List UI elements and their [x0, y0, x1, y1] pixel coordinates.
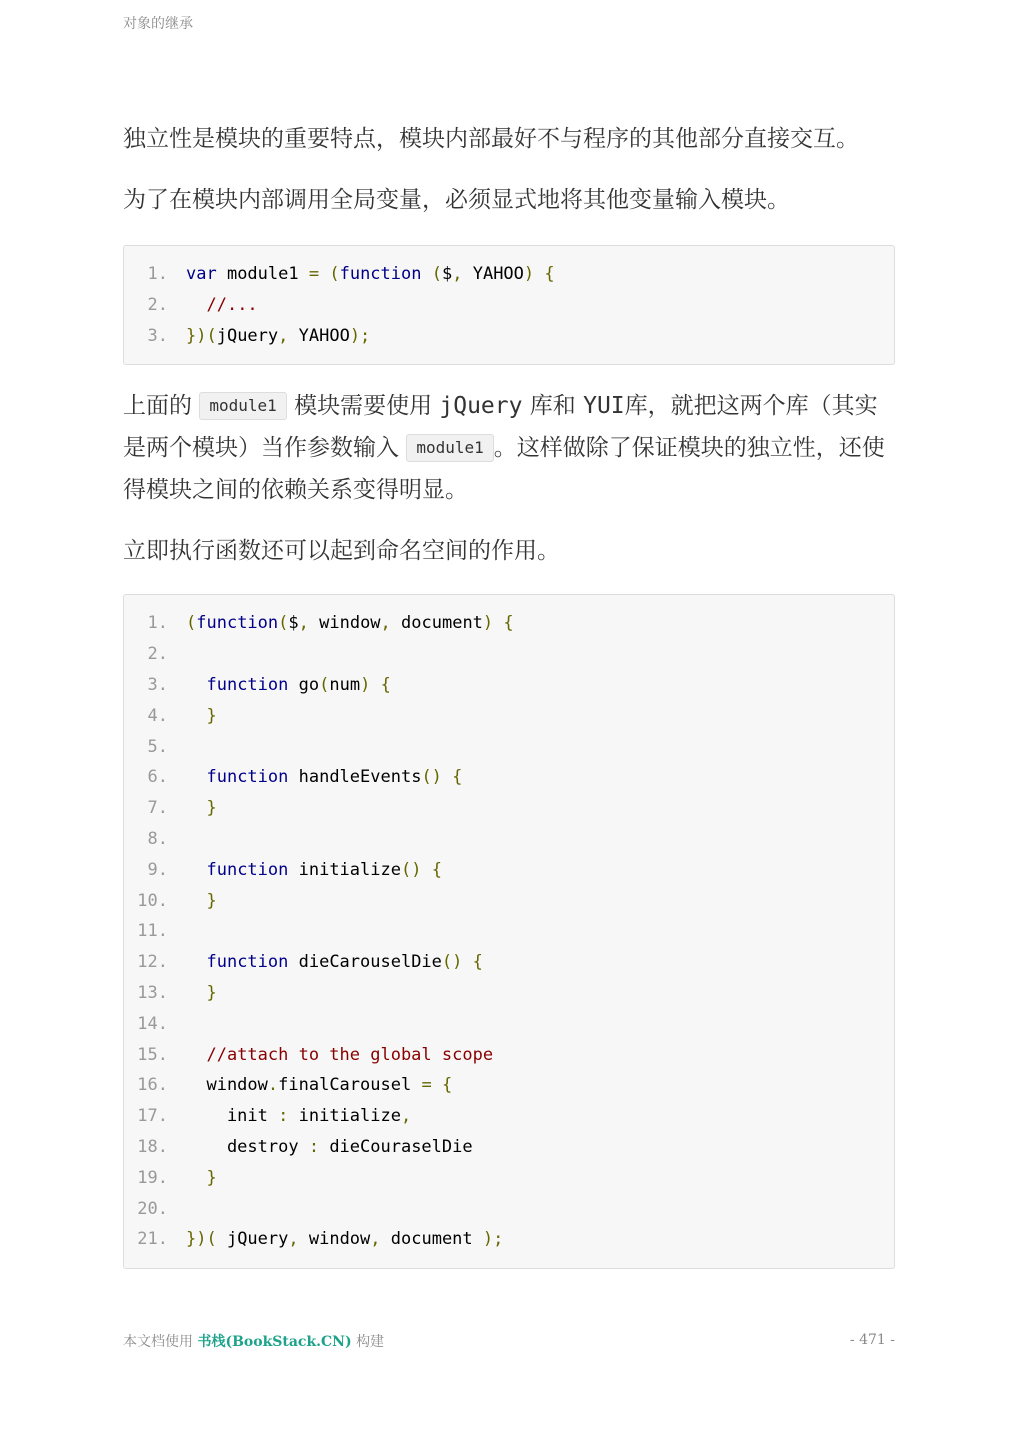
code-token	[462, 952, 472, 972]
code-token: module1	[216, 264, 309, 284]
code-token: {	[503, 613, 514, 634]
code-line	[124, 321, 894, 352]
code-token: )	[482, 613, 494, 634]
code-token: =	[421, 1075, 432, 1096]
code-token	[421, 264, 431, 284]
footer-credit	[123, 1331, 384, 1351]
code-token: dieCarouselDie	[288, 952, 442, 973]
paragraph-text: 库，就把这两个库（其实是两个模块）当作参数输入	[123, 393, 878, 462]
inline-term-yui: YUI	[583, 393, 625, 420]
paragraph-text: 模块需要使用	[294, 393, 433, 420]
code-block-module1	[123, 245, 895, 365]
code-token: })(	[186, 325, 217, 346]
code-token	[421, 860, 431, 880]
line-number: 1.	[147, 613, 168, 634]
code-token	[186, 952, 206, 972]
code-token: function	[339, 264, 422, 284]
code-line	[124, 670, 894, 701]
line-number: 11.	[137, 921, 168, 942]
code-line	[124, 608, 894, 639]
code-token: function	[206, 767, 289, 788]
code-token: num	[329, 674, 361, 695]
line-number: 14.	[137, 1013, 168, 1034]
code-token	[186, 706, 206, 726]
line-number: 16.	[137, 1075, 168, 1096]
code-token	[186, 983, 206, 1003]
article-content	[123, 118, 895, 1269]
code-token: {	[452, 767, 463, 788]
code-token: ,	[380, 613, 391, 634]
code-line	[124, 824, 894, 855]
paragraph-text: 库和	[529, 393, 576, 420]
line-number: 20.	[137, 1198, 168, 1219]
code-token: destroy	[186, 1136, 309, 1157]
code-token: =	[308, 264, 320, 284]
line-number: 1.	[147, 264, 168, 284]
paragraph-independence: 独立性是模块的重要特点，模块内部最好不与程序的其他部分直接交互。	[123, 126, 859, 152]
code-token: function	[206, 859, 289, 880]
paragraph-global-vars: 为了在模块内部调用全局变量，必须显式地将其他变量输入模块。	[123, 187, 790, 213]
inline-code-module1: module1	[199, 392, 286, 420]
code-token: {	[441, 1075, 453, 1096]
code-token: (	[186, 613, 197, 634]
code-token: var	[186, 264, 217, 284]
code-token	[493, 613, 503, 633]
code-token: :	[308, 1136, 320, 1157]
code-token	[186, 1045, 206, 1065]
line-number: 10.	[137, 890, 168, 911]
code-token: {	[431, 859, 442, 880]
code-line	[124, 1101, 894, 1132]
code-token: (	[329, 264, 340, 284]
code-token	[534, 264, 544, 284]
code-token: function	[206, 952, 289, 973]
code-token: YAHOO	[288, 325, 350, 346]
code-line	[124, 762, 894, 793]
line-number: 5.	[147, 736, 168, 757]
code-token: function	[206, 674, 289, 695]
code-token: {	[544, 264, 555, 284]
footer-prefix: 本文档使用	[123, 1334, 193, 1350]
code-token: );	[349, 325, 371, 346]
code-line	[124, 1070, 894, 1101]
code-token: //...	[206, 294, 258, 315]
inline-code-module1: module1	[406, 434, 493, 462]
line-number: 4.	[147, 705, 168, 726]
code-token: :	[278, 1106, 289, 1127]
code-token: finalCarousel	[278, 1075, 422, 1096]
paragraph-dependencies	[123, 385, 895, 511]
code-line	[124, 1040, 894, 1071]
line-number: 21.	[137, 1229, 168, 1250]
line-number: 7.	[147, 798, 168, 819]
code-line	[124, 290, 894, 321]
line-number: 15.	[137, 1044, 168, 1065]
code-token	[186, 675, 206, 695]
line-number: 8.	[147, 828, 168, 849]
code-line	[124, 947, 894, 978]
code-token: document	[390, 613, 483, 634]
code-line	[124, 1009, 894, 1040]
code-line	[124, 978, 894, 1009]
code-token: ()	[441, 952, 463, 973]
code-token: YAHOO	[462, 264, 524, 284]
code-token: function	[196, 613, 279, 634]
code-token: initialize	[288, 859, 401, 880]
line-number: 17.	[137, 1106, 168, 1127]
code-token: window	[298, 1229, 371, 1250]
code-token: document	[380, 1229, 483, 1250]
code-line	[124, 916, 894, 947]
code-line	[124, 732, 894, 763]
code-token: }	[206, 982, 217, 1003]
code-token: ,	[370, 1229, 381, 1250]
line-number: 3.	[147, 325, 168, 346]
code-token	[370, 675, 380, 695]
code-line	[124, 701, 894, 732]
code-token	[186, 767, 206, 787]
code-token: jQuery	[216, 325, 279, 346]
code-token	[442, 767, 452, 787]
line-number: 2.	[147, 644, 168, 665]
code-line	[124, 1163, 894, 1194]
code-token: .	[267, 1075, 279, 1096]
code-token	[186, 295, 206, 315]
inline-term-jquery: jQuery	[439, 393, 523, 420]
footer-suffix: 构建	[356, 1334, 385, 1350]
line-number: 18.	[137, 1136, 168, 1157]
code-token: ,	[452, 264, 463, 284]
code-line	[124, 1224, 894, 1255]
code-token: //attach to the global scope	[206, 1044, 494, 1065]
line-number: 12.	[137, 952, 168, 973]
code-token: }	[206, 890, 217, 911]
code-token: )	[523, 264, 535, 284]
code-token: $	[441, 264, 453, 284]
code-token: window	[308, 613, 381, 634]
line-number: 19.	[137, 1167, 168, 1188]
line-number: 9.	[147, 859, 168, 880]
line-number: 6.	[147, 767, 168, 788]
code-token: go	[288, 674, 320, 695]
footer-brand-link[interactable]: 书栈(BookStack.CN)	[197, 1334, 352, 1350]
code-token: }	[206, 798, 217, 819]
code-token: ,	[288, 1229, 299, 1250]
code-token: ,	[278, 325, 289, 346]
code-token	[432, 1075, 442, 1095]
code-token	[186, 1168, 206, 1188]
code-token: ()	[400, 859, 422, 880]
code-line	[124, 793, 894, 824]
code-token: })(	[186, 1229, 217, 1250]
code-token: handleEvents	[288, 767, 422, 788]
code-token: );	[482, 1229, 504, 1250]
code-token	[186, 798, 206, 818]
code-token	[186, 860, 206, 880]
paragraph-text: 。这样做除了保证模块的独立性，还使得模块之间的依赖关系变得明显。	[123, 435, 885, 504]
page-header-title: 对象的继承	[123, 16, 193, 32]
line-number: 13.	[137, 982, 168, 1003]
code-token: )	[360, 674, 371, 695]
code-token: (	[319, 674, 330, 695]
line-number: 3.	[147, 674, 168, 695]
code-token: {	[380, 674, 391, 695]
code-line	[124, 639, 894, 670]
code-token: (	[431, 264, 442, 284]
code-token	[186, 891, 206, 911]
code-line	[124, 259, 894, 290]
paragraph-text: 上面的	[123, 393, 192, 420]
code-token: ,	[400, 1106, 412, 1127]
code-token: jQuery	[216, 1229, 289, 1250]
code-block-carousel	[123, 594, 895, 1269]
code-line	[124, 1132, 894, 1163]
code-token: (	[278, 613, 289, 634]
code-token: ()	[421, 767, 442, 788]
code-line	[124, 886, 894, 917]
code-token: {	[472, 952, 483, 973]
code-token: init	[186, 1106, 279, 1127]
code-token	[319, 264, 329, 284]
code-line	[124, 1194, 894, 1225]
page-number: - 471 -	[849, 1332, 895, 1348]
code-token: initialize	[288, 1106, 401, 1127]
code-token: $	[288, 613, 299, 634]
paragraph-namespace: 立即执行函数还可以起到命名空间的作用。	[123, 538, 560, 565]
code-token: dieCouraselDie	[319, 1136, 473, 1157]
code-line	[124, 855, 894, 886]
code-token: }	[206, 705, 217, 726]
code-token: window	[186, 1075, 268, 1096]
code-token: ,	[298, 613, 309, 634]
code-token: }	[206, 1167, 217, 1188]
line-number: 2.	[147, 294, 168, 315]
